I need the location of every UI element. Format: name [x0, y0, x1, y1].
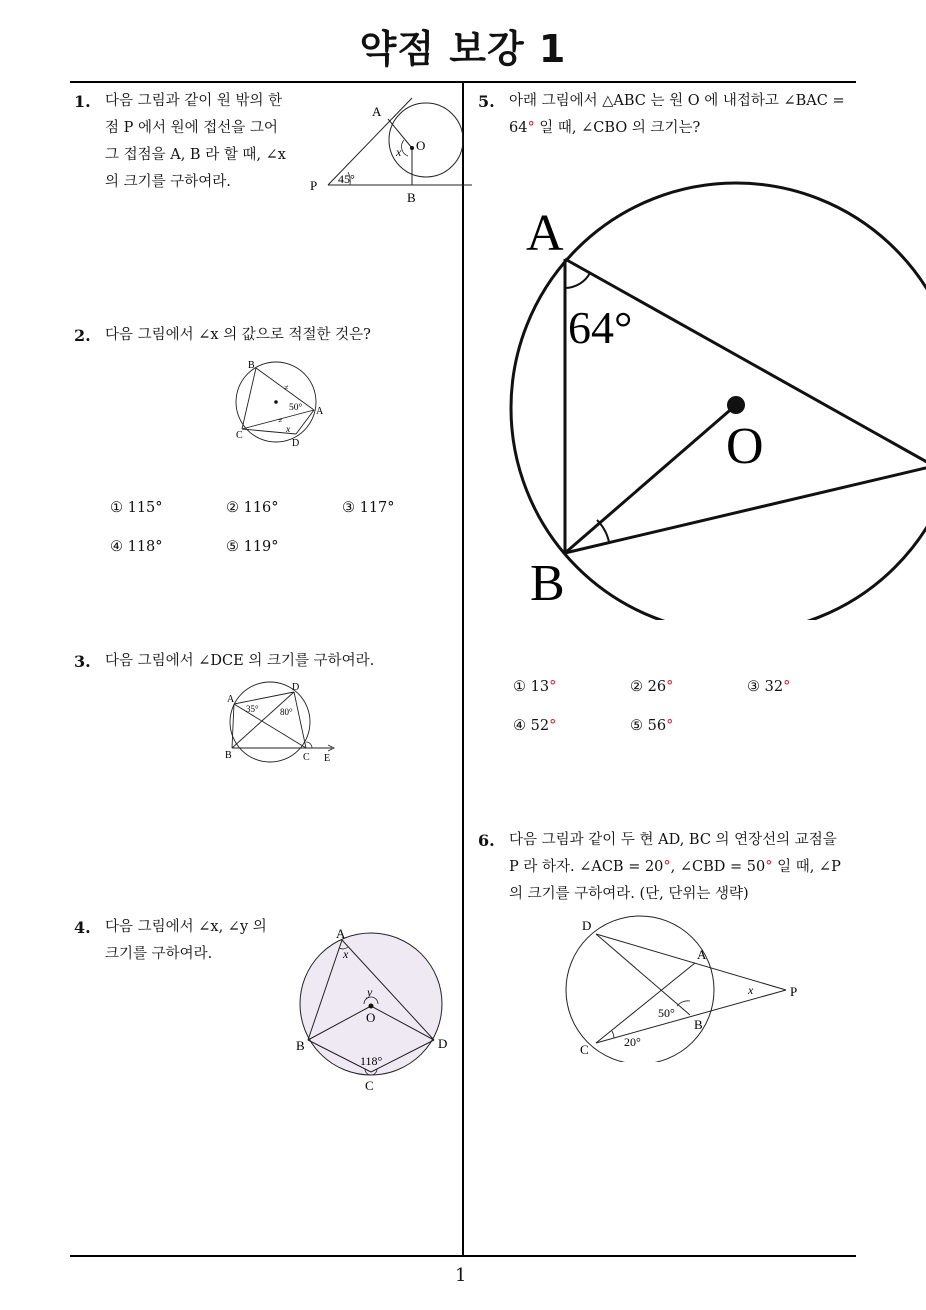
q2-label-a: A — [316, 406, 324, 417]
q5-label-a: A — [526, 205, 564, 262]
q3-ab — [232, 704, 234, 748]
q1-circle — [389, 103, 463, 177]
q5-center-dot — [727, 396, 745, 414]
q2-option-5[interactable]: ⑤ 119° — [226, 539, 279, 555]
q5-label-b: B — [530, 555, 565, 612]
q1-line: 다음 그림과 같이 원 밖의 한 — [105, 93, 283, 109]
q6-line-dp — [596, 934, 786, 990]
q3-label-c: C — [303, 752, 310, 763]
q1-number: 1. — [74, 92, 91, 111]
q2-label-angle: 50° — [289, 403, 303, 413]
q4-center-dot — [369, 1004, 374, 1009]
q6-label-c: C — [580, 1042, 589, 1057]
q5-bc — [565, 466, 926, 553]
q5-angle-arc-a — [565, 273, 590, 288]
q1-label-angle: 45° — [338, 172, 355, 186]
q3-figure — [220, 680, 350, 770]
q2-label-x: x — [286, 425, 291, 435]
q3-ac — [234, 704, 306, 748]
q6-label-20: 20° — [624, 1035, 641, 1049]
q1-label-a: A — [372, 104, 382, 119]
q5-angle-arc-b — [597, 520, 609, 542]
q6-label-p: P — [790, 984, 798, 999]
q1-line: 의 크기를 구하여라. — [105, 174, 231, 190]
q5-circle — [511, 183, 926, 620]
q4-figure — [290, 922, 460, 1097]
q6-line: 의 크기를 구하여라. (단, 단위는 생략) — [509, 886, 749, 902]
q6-label-b: B — [694, 1017, 703, 1032]
q3-label-b: B — [225, 750, 232, 761]
page-title: 약점 보강 1 — [359, 27, 567, 71]
q2-label-d: D — [292, 438, 300, 449]
q4-label-d: D — [438, 1036, 448, 1051]
q1-label-o: O — [416, 138, 426, 153]
q1-center-dot — [410, 146, 414, 150]
q5-option-5[interactable]: ⑤ 56° — [630, 718, 674, 734]
q6-chord-db — [596, 934, 690, 1015]
q1-figure — [300, 92, 480, 212]
q2-option-3[interactable]: ③ 117° — [342, 500, 395, 516]
q6-text — [509, 827, 869, 908]
q6-label-50: 50° — [658, 1006, 675, 1020]
q5-line: 아래 그림에서 △ABC 는 원 O 에 내접하고 ∠BAC = — [509, 93, 845, 109]
q5-option-4[interactable]: ④ 52° — [513, 718, 557, 734]
q3-number: 3. — [74, 652, 91, 671]
q2-option-4[interactable]: ④ 118° — [110, 539, 163, 555]
q2-option-2[interactable]: ② 116° — [226, 500, 279, 516]
q6-figure — [560, 912, 820, 1062]
q4-number: 4. — [74, 918, 91, 937]
q6-line: P 라 하자. ∠ACB = 20°, ∠CBD = 50° 일 때, ∠P — [509, 859, 841, 875]
q4-label-a: A — [336, 926, 346, 941]
q6-line: 다음 그림과 같이 두 현 AD, BC 의 연장선의 교점을 — [509, 832, 837, 848]
q5-option-3[interactable]: ③ 32° — [747, 679, 791, 695]
q5-label-angle: 64° — [568, 302, 633, 353]
q3-label-80: 80° — [280, 707, 293, 717]
q4-label-angle: 118° — [360, 1054, 383, 1068]
q6-label-d: D — [582, 918, 592, 933]
q3-label-35: 35° — [246, 704, 259, 714]
q3-text: 다음 그림에서 ∠DCE 의 크기를 구하여라. — [105, 653, 375, 669]
q4-label-c: C — [365, 1078, 374, 1093]
q1-label-b: B — [407, 190, 416, 205]
q6-label-a: A — [697, 947, 707, 962]
q6-angle-arc-c — [612, 1031, 614, 1038]
q2-text: 다음 그림에서 ∠x 의 값으로 적절한 것은? — [105, 327, 371, 343]
q2-center-dot — [274, 400, 278, 404]
q6-label-x: x — [748, 983, 754, 997]
q2-label-c: C — [236, 430, 243, 441]
q5-option-2[interactable]: ② 26° — [630, 679, 674, 695]
q1-text — [105, 88, 305, 196]
page-number: 1 — [455, 1265, 467, 1286]
q3-label-e: E — [324, 753, 331, 764]
q4-label-b: B — [296, 1038, 305, 1053]
q2-option-1[interactable]: ① 115° — [110, 500, 163, 516]
q4-label-o: O — [366, 1010, 376, 1025]
q5-number: 5. — [478, 92, 495, 111]
q4-line: 다음 그림에서 ∠x, ∠y 의 — [105, 919, 267, 935]
q3-circle — [230, 682, 310, 762]
q4-line: 크기를 구하여라. — [105, 946, 213, 962]
q5-figure — [464, 150, 926, 620]
q6-number: 6. — [478, 831, 495, 850]
q2-tick-mark: ≠ — [284, 383, 289, 392]
q3-label-d: D — [292, 682, 300, 693]
q4-label-x: x — [343, 947, 349, 961]
q1-line: 그 접점을 A, B 라 할 때, ∠x — [105, 147, 286, 163]
q2-label-b: B — [248, 360, 255, 371]
q3-angle-arc — [306, 742, 312, 748]
q3-label-a: A — [227, 694, 235, 705]
q5-option-1[interactable]: ① 13° — [513, 679, 557, 695]
q2-number: 2. — [74, 326, 91, 345]
q1-label-p: P — [310, 178, 318, 193]
q4-label-y: y — [367, 985, 373, 999]
q2-figure — [226, 352, 346, 452]
q5-bo — [565, 405, 736, 553]
q1-line: 점 P 에서 원에 접선을 그어 — [105, 120, 278, 136]
q3-bd — [232, 692, 294, 748]
q1-label-x: x — [396, 145, 402, 159]
q5-text — [509, 88, 869, 142]
q1-radius-oa — [388, 119, 412, 148]
q3-ad — [234, 692, 294, 704]
q2-tick-mark-2: ≠ — [278, 416, 283, 425]
q5-line: 64° 일 때, ∠CBO 의 크기는? — [509, 120, 701, 136]
q5-label-o: O — [726, 418, 764, 475]
bottom-rule — [70, 1255, 856, 1257]
q4-text — [105, 914, 267, 968]
